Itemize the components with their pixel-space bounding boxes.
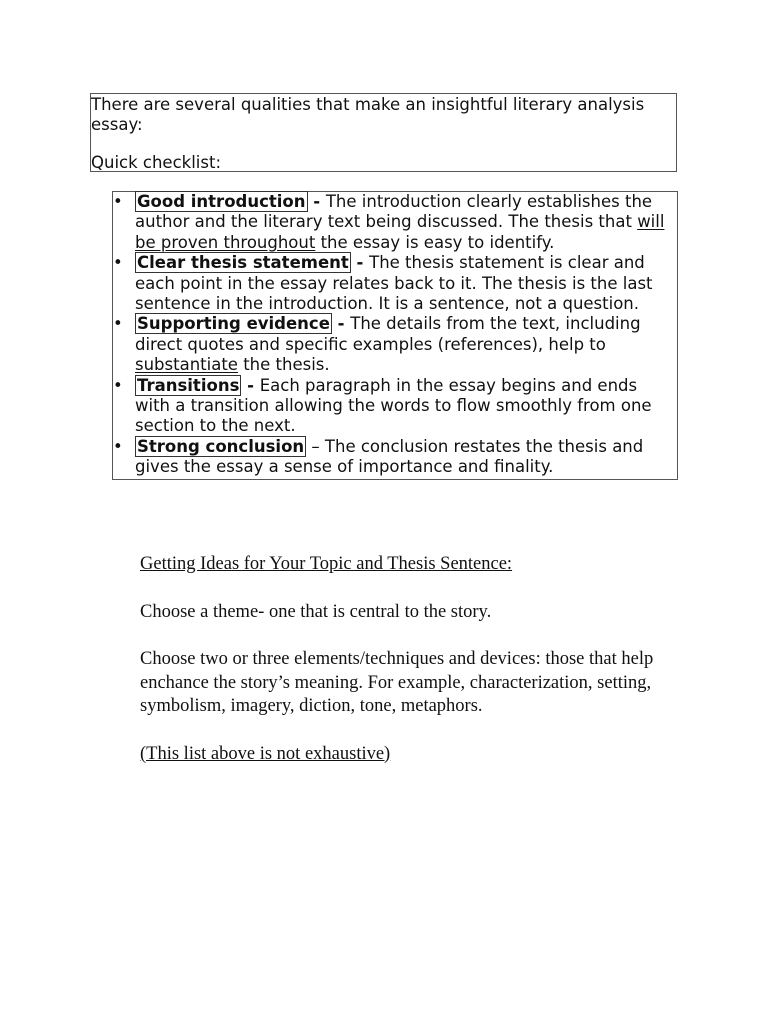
bullet-icon: • bbox=[113, 375, 123, 395]
bullet-icon: • bbox=[113, 314, 123, 334]
checklist-box bbox=[112, 191, 678, 480]
checklist-term: Supporting evidence bbox=[137, 314, 330, 334]
ideas-elements: Choose two or three elements/techniques and devices: those that help enchance the story’s meaning. For example, characterization, setting, symbolism, imagery, diction, tone, metaphors. bbox=[140, 649, 654, 716]
ideas-note: (This list above is not exhaustive) bbox=[140, 743, 391, 764]
checklist-separator: - bbox=[307, 192, 326, 211]
checklist-item-transitions bbox=[113, 375, 677, 437]
checklist-item-clear-thesis bbox=[113, 253, 677, 314]
checklist-description-end: the thesis. bbox=[237, 355, 330, 375]
checklist-item-strong-conclusion bbox=[113, 436, 677, 478]
checklist-separator: – bbox=[306, 436, 325, 456]
checklist-term: Good introduction bbox=[137, 192, 306, 211]
intro-text: There are several qualities that make an insightful literary analysis essay: bbox=[91, 95, 645, 134]
checklist-separator: - bbox=[331, 314, 351, 334]
checklist-underlined: substantiate bbox=[135, 355, 238, 375]
checklist-description: The introduction clearly establishes the author and the literary text being discussed. The thesis that bbox=[135, 192, 653, 232]
checklist-description: The details from the text, including direct quotes and specific examples (references), help to bbox=[135, 314, 641, 354]
checklist-term: Clear thesis statement bbox=[137, 253, 349, 273]
checklist-description: The thesis statement is clear and each point in the essay relates back to it. The thesis is the last sentence in the introduction. It is a sentence, not a question. bbox=[135, 253, 653, 314]
checklist-term: Strong conclusion bbox=[137, 436, 305, 456]
ideas-theme: Choose a theme- one that is central to the story. bbox=[140, 601, 492, 622]
bullet-icon: • bbox=[113, 253, 123, 273]
checklist-description: The conclusion restates the thesis and gives the essay a sense of importance and finality. bbox=[135, 436, 644, 477]
checklist-term: Transitions bbox=[137, 375, 240, 395]
checklist-separator: - bbox=[241, 375, 260, 395]
bullet-icon: • bbox=[113, 436, 123, 456]
checklist-item-supporting-evidence bbox=[113, 314, 677, 375]
checklist-label: Quick checklist: bbox=[91, 153, 222, 172]
checklist-item-good-introduction bbox=[113, 192, 677, 253]
checklist bbox=[113, 192, 677, 478]
ideas-section bbox=[140, 553, 690, 790]
bullet-icon: • bbox=[113, 192, 123, 211]
checklist-description: Each paragraph in the essay begins and ends with a transition allowing the words to flow smoothly from one section to the next. bbox=[135, 375, 652, 436]
intro-box bbox=[90, 93, 677, 172]
checklist-separator: - bbox=[350, 253, 370, 273]
checklist-description-end: the essay is easy to identify. bbox=[315, 232, 555, 252]
ideas-heading: Getting Ideas for Your Topic and Thesis Sentence: bbox=[140, 554, 513, 574]
checklist-underlined: will be proven throughout bbox=[135, 212, 665, 252]
